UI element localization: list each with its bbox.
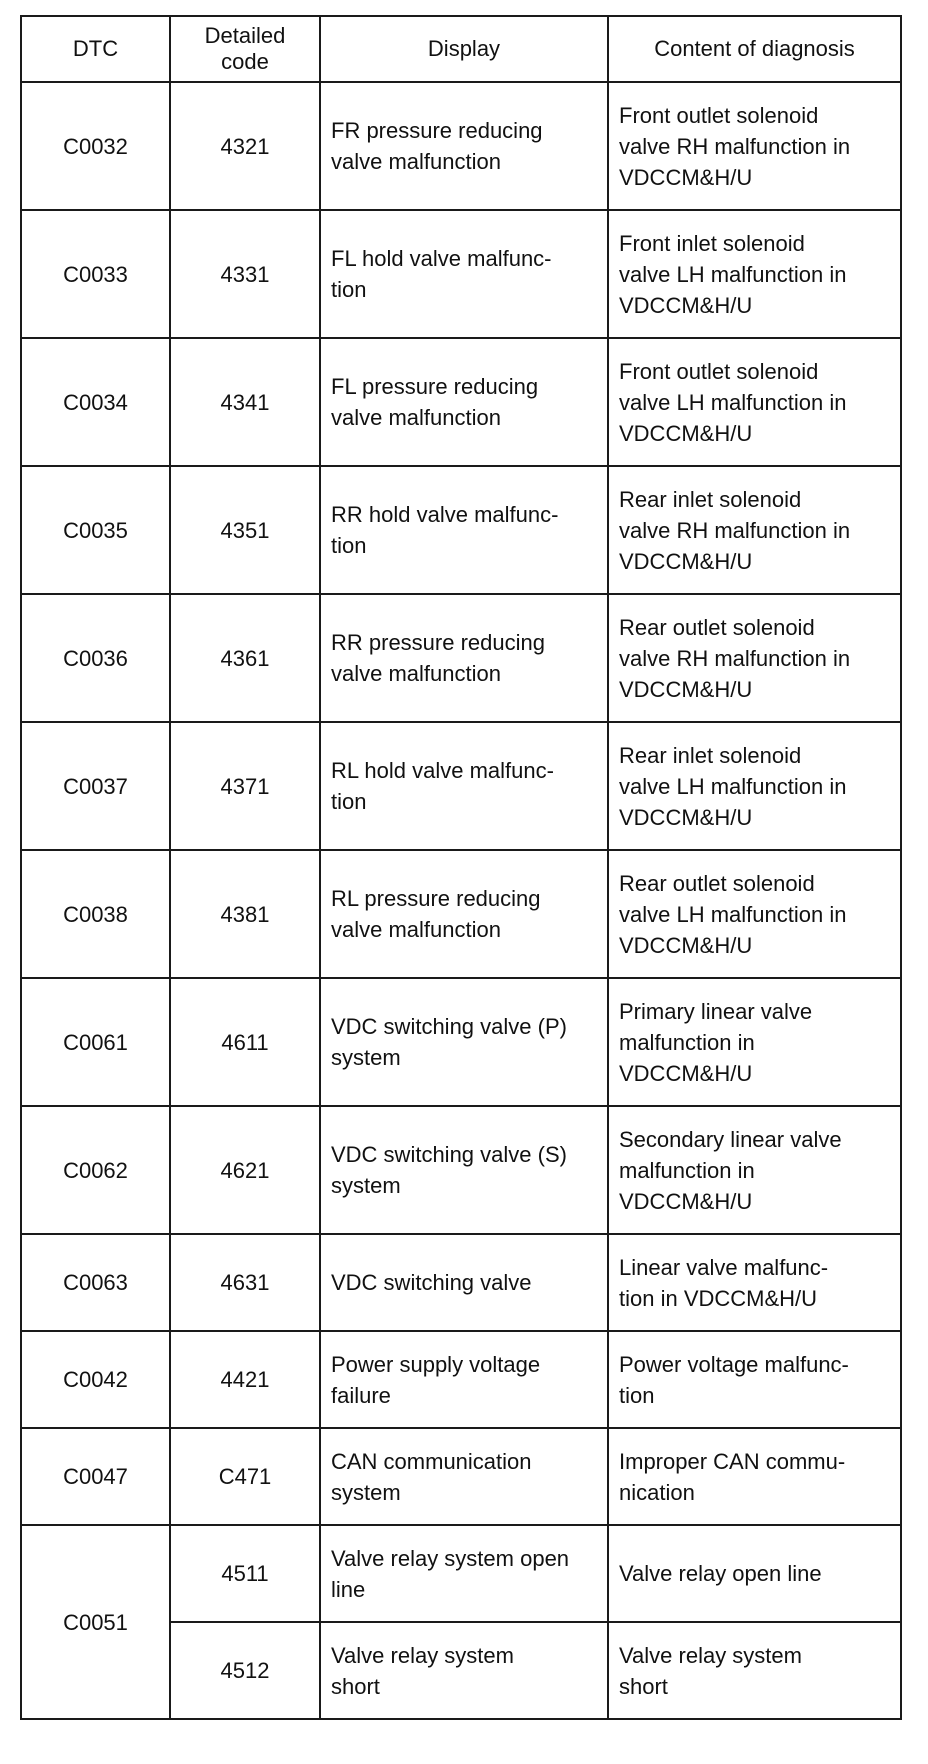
detailed-code-cell: 4371 xyxy=(170,722,320,850)
cell-line: VDC switching valve xyxy=(331,1270,532,1295)
cell-line: Front outlet solenoid xyxy=(619,358,819,384)
diagnosis-cell xyxy=(608,1428,901,1525)
table-row xyxy=(21,1106,901,1234)
dtc-cell: C0038 xyxy=(21,850,170,978)
display-cell xyxy=(320,338,608,466)
table-row xyxy=(21,338,901,466)
cell-line: VDCCM&H/U xyxy=(619,932,753,958)
table-row xyxy=(21,82,901,210)
dtc-cell: C0051 xyxy=(21,1525,170,1719)
cell-line: valve LH malfunction in xyxy=(619,261,847,287)
cell-line: VDCCM&H/U xyxy=(619,548,753,574)
cell-line: Rear outlet solenoid xyxy=(619,870,815,896)
cell-line: VDCCM&H/U xyxy=(619,676,753,702)
cell-line: VDCCM&H/U xyxy=(619,420,753,446)
diagnosis-cell xyxy=(608,1622,901,1719)
cell-line: tion xyxy=(331,277,367,302)
dtc-cell: C0032 xyxy=(21,82,170,210)
cell-line: Rear inlet solenoid xyxy=(619,742,802,768)
diagnosis-cell xyxy=(608,1106,901,1234)
cell-line: line xyxy=(331,1576,366,1602)
table-row xyxy=(21,210,901,338)
display-cell xyxy=(320,466,608,594)
cell-line: system xyxy=(331,1479,401,1505)
cell-line: VDC switching valve (S) xyxy=(331,1142,567,1167)
diagnosis-cell xyxy=(608,466,901,594)
cell-line: Rear inlet solenoid xyxy=(619,486,802,512)
cell-line: RL hold valve malfunc- xyxy=(331,758,554,783)
cell-line: valve LH malfunction in xyxy=(619,389,847,415)
table-body xyxy=(21,82,901,1719)
cell-line: short xyxy=(331,1673,380,1699)
detailed-code-cell: 4512 xyxy=(170,1622,320,1719)
dtc-cell: C0063 xyxy=(21,1234,170,1331)
cell-line: Valve relay system open xyxy=(331,1545,570,1571)
detailed-code-cell: 4611 xyxy=(170,978,320,1106)
display-cell xyxy=(320,594,608,722)
detailed-code-cell: 4341 xyxy=(170,338,320,466)
table-row xyxy=(21,1525,901,1622)
table-row xyxy=(21,722,901,850)
cell-line: tion xyxy=(331,533,367,558)
table-row xyxy=(21,1234,901,1331)
diagnosis-cell xyxy=(608,978,901,1106)
detailed-code-cell: 4331 xyxy=(170,210,320,338)
cell-line: VDCCM&H/U xyxy=(619,164,753,190)
cell-line: failure xyxy=(331,1382,391,1408)
cell-line: valve malfunction xyxy=(331,149,501,174)
display-cell xyxy=(320,722,608,850)
cell-line: Power voltage malfunc- xyxy=(619,1351,849,1377)
table-row xyxy=(21,466,901,594)
cell-line: Valve relay system xyxy=(619,1642,802,1668)
cell-line: valve malfunction xyxy=(331,917,501,942)
diagnosis-cell xyxy=(608,1234,901,1331)
display-cell xyxy=(320,1331,608,1428)
display-cell xyxy=(320,82,608,210)
diagnosis-cell xyxy=(608,850,901,978)
detailed-code-cell: 4381 xyxy=(170,850,320,978)
diagnosis-cell xyxy=(608,1525,901,1622)
cell-line: valve LH malfunction in xyxy=(619,773,847,799)
cell-line: Front inlet solenoid xyxy=(619,230,805,256)
cell-line: system xyxy=(331,1045,401,1070)
detailed-code-cell: 4321 xyxy=(170,82,320,210)
dtc-cell: C0047 xyxy=(21,1428,170,1525)
display-cell xyxy=(320,850,608,978)
table-row xyxy=(21,850,901,978)
detailed-code-cell: 4621 xyxy=(170,1106,320,1234)
detailed-code-cell: 4351 xyxy=(170,466,320,594)
diagnosis-cell xyxy=(608,82,901,210)
dtc-cell: C0033 xyxy=(21,210,170,338)
diagnosis-cell xyxy=(608,210,901,338)
detailed-code-cell: C471 xyxy=(170,1428,320,1525)
cell-line: FL hold valve malfunc- xyxy=(331,246,552,271)
table-row xyxy=(21,1428,901,1525)
diagnosis-cell xyxy=(608,722,901,850)
cell-line: Valve relay open line xyxy=(619,1561,822,1586)
dtc-cell: C0062 xyxy=(21,1106,170,1234)
table-row xyxy=(21,594,901,722)
cell-line: Valve relay system xyxy=(331,1642,514,1668)
detailed-code-cell: 4421 xyxy=(170,1331,320,1428)
cell-line: valve RH malfunction in xyxy=(619,133,851,159)
cell-line: valve malfunction xyxy=(331,405,501,430)
cell-line: malfunction in xyxy=(619,1157,755,1183)
cell-line: VDCCM&H/U xyxy=(619,1060,753,1086)
cell-line: valve LH malfunction in xyxy=(619,901,847,927)
display-cell xyxy=(320,1428,608,1525)
cell-line: nication xyxy=(619,1479,695,1505)
dtc-cell: C0035 xyxy=(21,466,170,594)
diagnosis-cell xyxy=(608,338,901,466)
display-cell xyxy=(320,210,608,338)
dtc-cell: C0061 xyxy=(21,978,170,1106)
cell-line: Rear outlet solenoid xyxy=(619,614,815,640)
diagnosis-cell xyxy=(608,594,901,722)
header-dtc: DTC xyxy=(21,16,170,82)
display-cell xyxy=(320,1106,608,1234)
header-detailed-code: Detailed code xyxy=(170,16,320,82)
cell-line: tion xyxy=(331,789,367,814)
cell-line: valve malfunction xyxy=(331,661,501,686)
cell-line: Primary linear valve xyxy=(619,998,813,1024)
cell-line: short xyxy=(619,1673,668,1699)
cell-line: tion in VDCCM&H/U xyxy=(619,1285,818,1311)
cell-line: VDCCM&H/U xyxy=(619,1188,753,1214)
detailed-code-cell: 4511 xyxy=(170,1525,320,1622)
cell-line: Secondary linear valve xyxy=(619,1126,842,1152)
cell-line: malfunction in xyxy=(619,1029,755,1055)
cell-line: FL pressure reducing xyxy=(331,374,539,399)
detailed-code-cell: 4361 xyxy=(170,594,320,722)
cell-line: Front outlet solenoid xyxy=(619,102,819,128)
dtc-table xyxy=(20,15,902,1720)
cell-line: Power supply voltage xyxy=(331,1351,541,1377)
cell-line: RR pressure reducing xyxy=(331,630,545,655)
detailed-code-cell: 4631 xyxy=(170,1234,320,1331)
dtc-cell: C0036 xyxy=(21,594,170,722)
cell-line: RR hold valve malfunc- xyxy=(331,502,559,527)
cell-line: valve RH malfunction in xyxy=(619,645,851,671)
cell-line: VDC switching valve (P) xyxy=(331,1014,567,1039)
dtc-cell: C0042 xyxy=(21,1331,170,1428)
cell-line: RL pressure reducing xyxy=(331,886,541,911)
cell-line: CAN communication xyxy=(331,1448,532,1474)
diagnosis-cell xyxy=(608,1331,901,1428)
dtc-cell: C0034 xyxy=(21,338,170,466)
header-content: Content of diagnosis xyxy=(608,16,901,82)
cell-line: Linear valve malfunc- xyxy=(619,1254,829,1280)
cell-line: FR pressure reducing xyxy=(331,118,543,143)
display-cell xyxy=(320,1234,608,1331)
cell-line: valve RH malfunction in xyxy=(619,517,851,543)
display-cell xyxy=(320,978,608,1106)
table-row xyxy=(21,1331,901,1428)
table-row xyxy=(21,978,901,1106)
display-cell xyxy=(320,1525,608,1622)
header-display: Display xyxy=(320,16,608,82)
cell-line: VDCCM&H/U xyxy=(619,804,753,830)
cell-line: VDCCM&H/U xyxy=(619,292,753,318)
dtc-cell: C0037 xyxy=(21,722,170,850)
header-row xyxy=(21,16,901,82)
cell-line: tion xyxy=(619,1382,655,1408)
cell-line: Improper CAN commu- xyxy=(619,1448,846,1474)
cell-line: system xyxy=(331,1173,401,1198)
display-cell xyxy=(320,1622,608,1719)
